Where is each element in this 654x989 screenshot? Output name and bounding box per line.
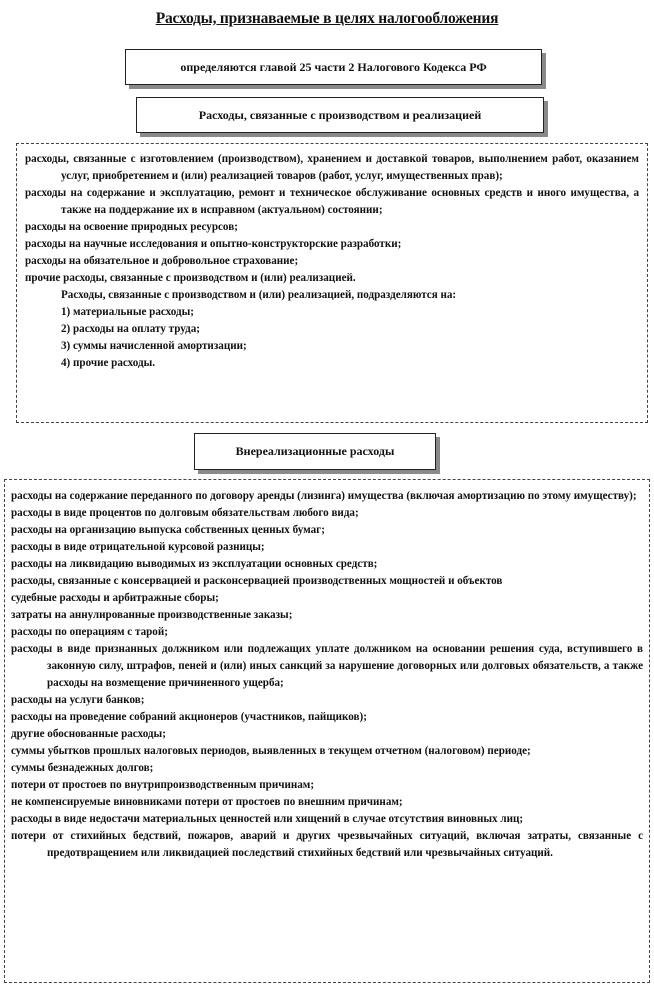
sub-list-item: 2) расходы на оплату труда;	[61, 323, 200, 335]
production-expenses-heading-box	[136, 97, 544, 133]
list-item: расходы на содержание и эксплуатацию, ремонт и техническое обслуживание основных средств и иного имущества, а также на поддержание их в исправном (актуальном) состоянии;	[25, 187, 639, 216]
list-item: расходы по операциям с тарой;	[11, 626, 168, 638]
list-item: затраты на аннулированные производственные заказы;	[11, 609, 293, 621]
page-title: Расходы, признаваемые в целях налогообложения	[155, 10, 499, 27]
list-item: расходы на ликвидацию выводимых из эксплуатации основных средств;	[11, 558, 378, 570]
list-item: другие обоснованные расходы;	[11, 728, 166, 740]
list-item: расходы на услуги банков;	[11, 694, 145, 706]
sub-list-item: 1) материальные расходы;	[61, 306, 194, 318]
list-item: потери от стихийных бедствий, пожаров, аварий и других чрезвычайных ситуаций, включая затраты, связанные с предотвращением или ликвидацией последствий стихийных бедствий или чрезвычайных ситуаций.	[11, 830, 643, 859]
list-item: расходы, связанные с консервацией и расконсервацией производственных мощностей и объектов	[11, 575, 503, 587]
list-item: расходы в виде процентов по долговым обязательствам любого вида;	[11, 507, 359, 519]
list-item: суммы убытков прошлых налоговых периодов, выявленных в текущем отчетном (налоговом) периоде;	[11, 745, 531, 757]
list-item: расходы на проведение собраний акционеров (участников, пайщиков);	[11, 711, 367, 723]
list-item: расходы в виде отрицательной курсовой разницы;	[11, 541, 265, 553]
list-item: потери от простоев по внутрипроизводственным причинам;	[11, 779, 315, 791]
list-item: судебные расходы и арбитражные сборы;	[11, 592, 219, 604]
non-operating-expenses-heading-box	[194, 433, 436, 470]
list-item: расходы на научные исследования и опытно-конструкторские разработки;	[25, 238, 402, 250]
list-item: расходы на освоение природных ресурсов;	[25, 221, 238, 233]
list-item: расходы на организацию выпуска собственных ценных бумаг;	[11, 524, 325, 536]
tax-code-reference-text: определяются главой 25 части 2 Налогового Кодекса РФ	[180, 59, 487, 74]
non-operating-expenses-list	[4, 479, 650, 983]
list-item: расходы на обязательное и добровольное страхование;	[25, 255, 299, 267]
list-item: прочие расходы, связанные с производством и (или) реализацией.	[25, 272, 356, 284]
list-item: расходы, связанные с изготовлением (производством), хранением и доставкой товаров, выполнением работ, оказанием услуг, приобретением и (или) реализацией товаров (работ, услуг, имущественных прав);	[25, 153, 639, 182]
list-item: расходы в виде признанных должником или подлежащих уплате должником на основании решения суда, вступившего в законную силу, штрафов, пеней и (или) иных санкций за нарушение договорных или долговых обязательств, а также расходы на возмещение причиненного ущерба;	[11, 643, 643, 689]
list-item: расходы в виде недостачи материальных ценностей или хищений в случае отсутствия виновных лиц;	[11, 813, 524, 825]
sub-list-item: 3) суммы начисленной амортизации;	[61, 340, 247, 352]
sub-list-item: 4) прочие расходы.	[61, 357, 156, 369]
tax-code-reference-box	[125, 49, 542, 85]
production-expenses-heading: Расходы, связанные с производством и реализацией	[198, 107, 482, 122]
classification-note: Расходы, связанные с производством и (или) реализацией, подразделяются на:	[61, 289, 457, 301]
list-item: расходы на содержание переданного по договору аренды (лизинга) имущества (включая амортизацию по этому имуществу);	[11, 490, 637, 502]
non-operating-expenses-heading: Внереализационные расходы	[235, 444, 395, 458]
production-expenses-list	[16, 143, 648, 423]
list-item: не компенсируемые виновниками потери от простоев по внешним причинам;	[11, 796, 403, 808]
list-item: суммы безнадежных долгов;	[11, 762, 154, 774]
